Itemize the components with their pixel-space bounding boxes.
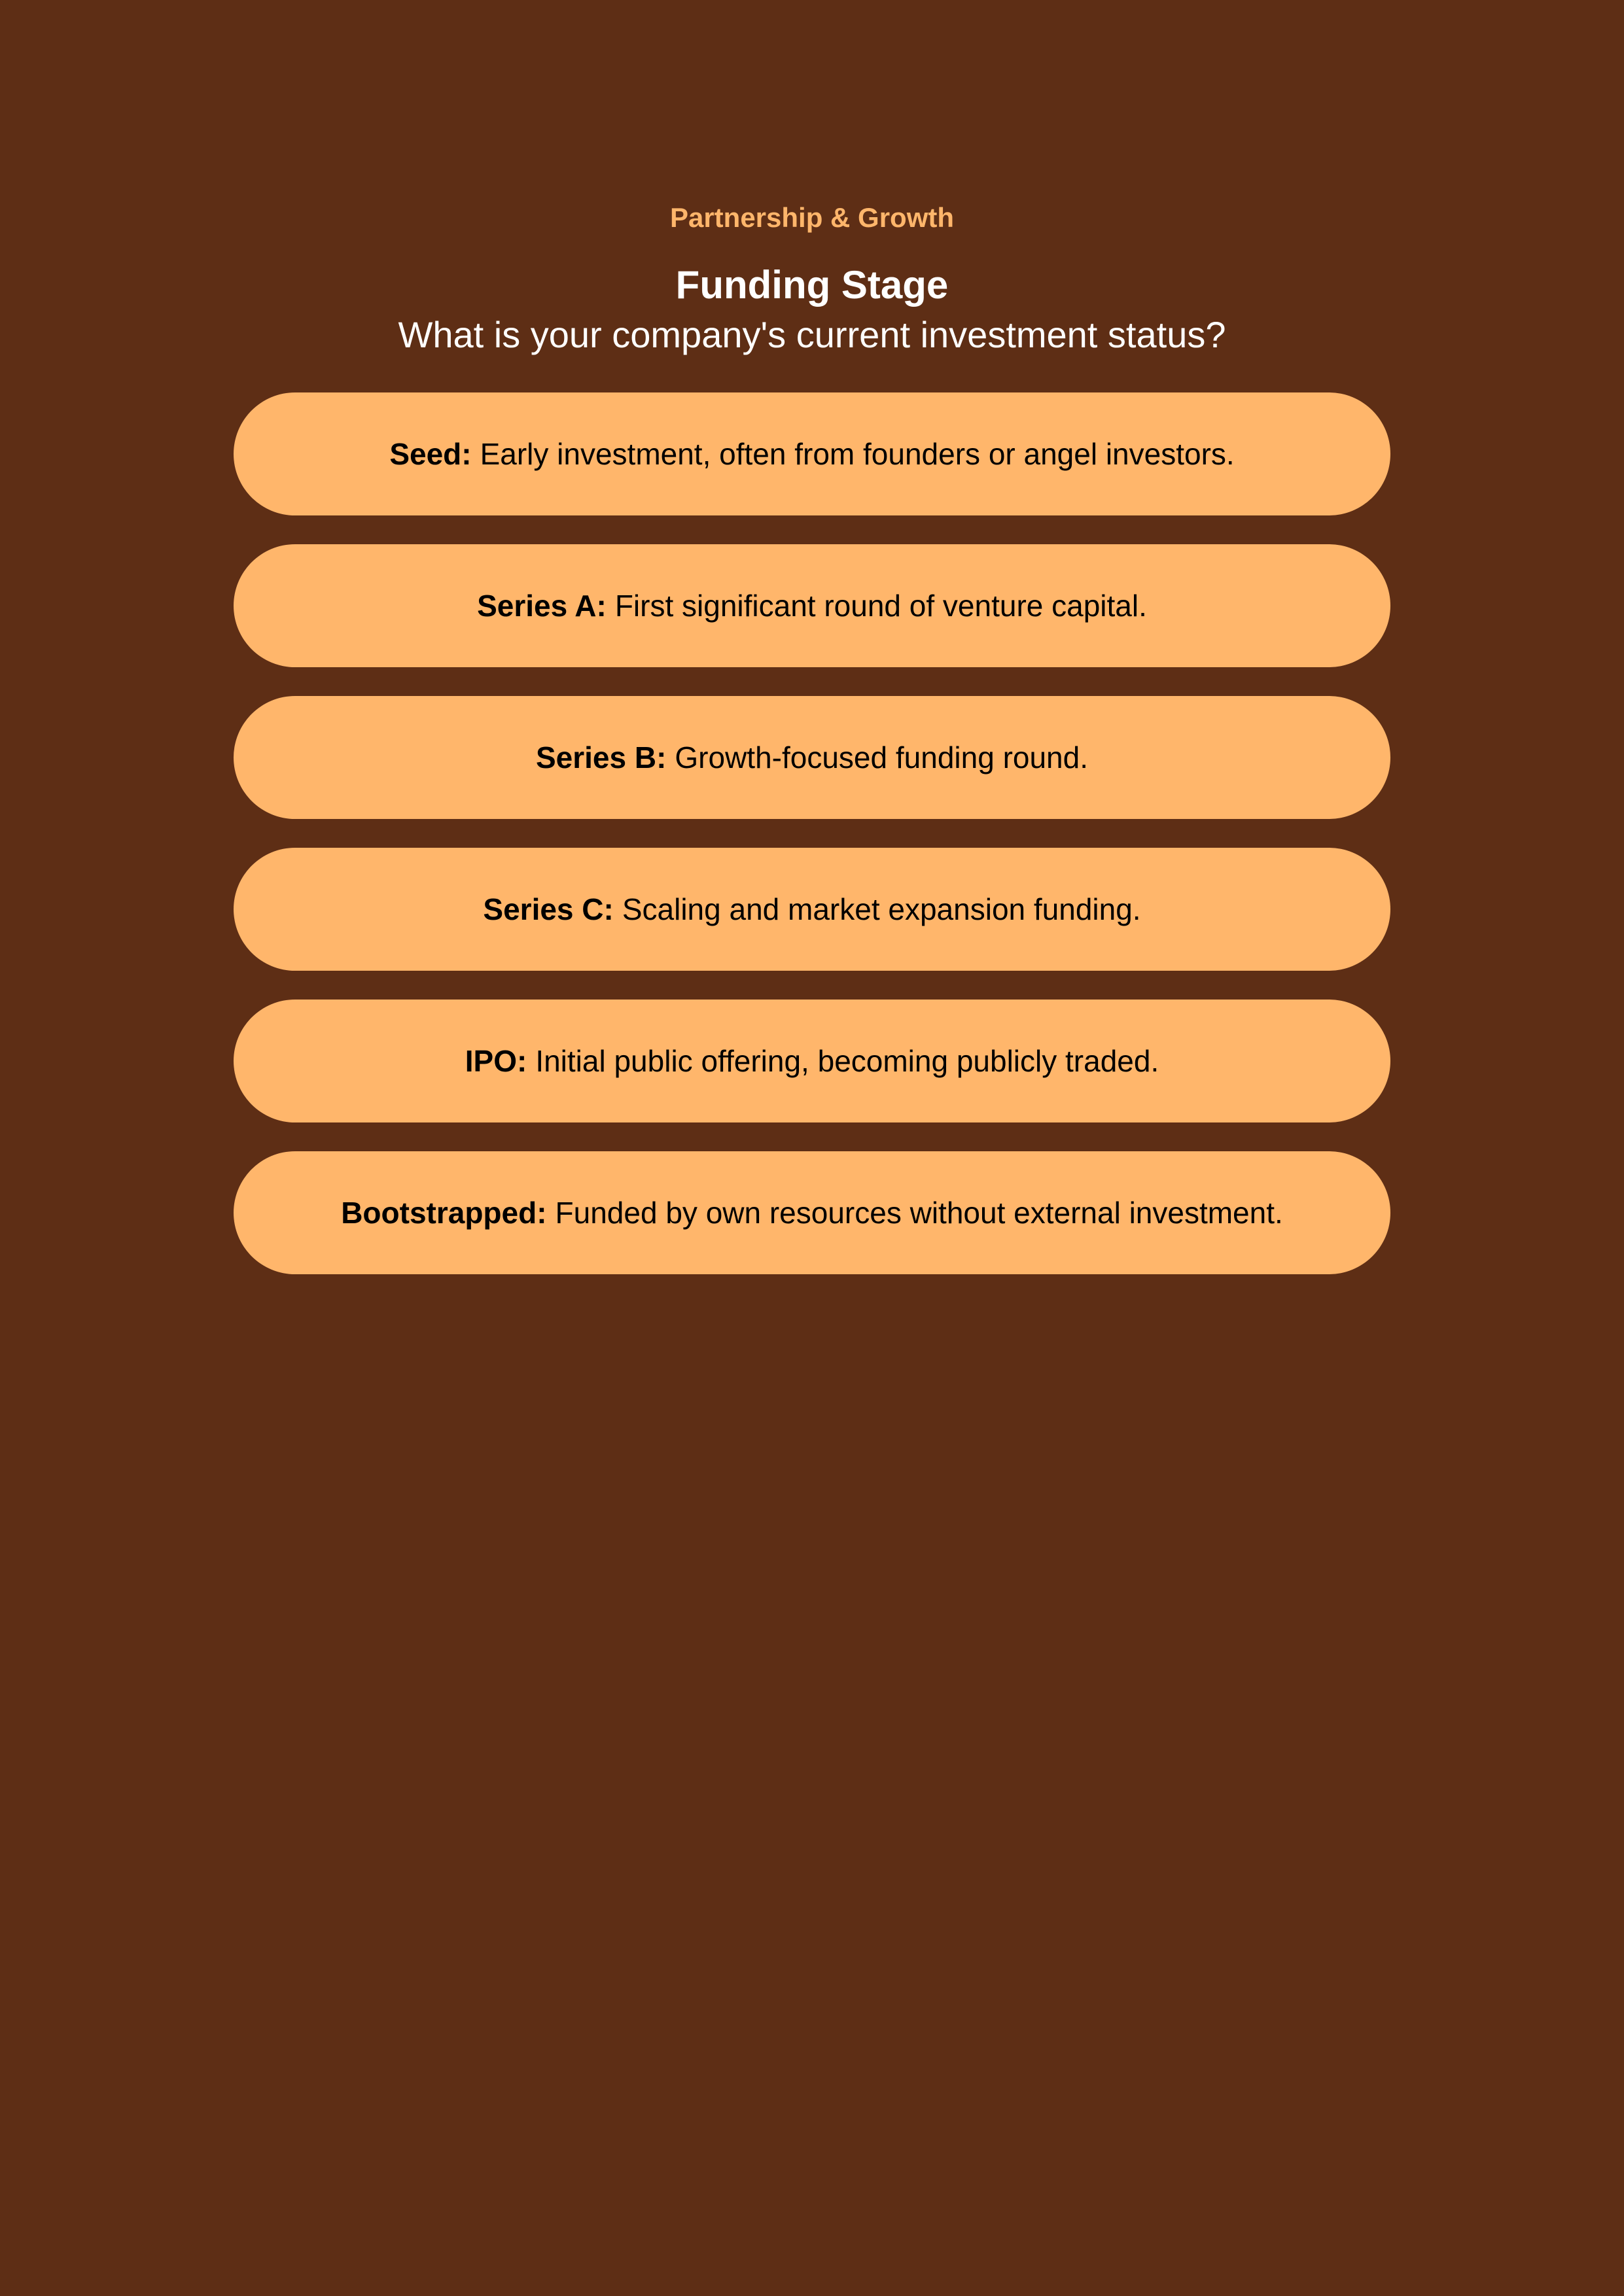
option-description: Growth-focused funding round. [675, 740, 1089, 774]
funding-stage-options [234, 392, 1390, 1303]
option-description: Scaling and market expansion funding. [622, 892, 1141, 926]
option-bootstrapped[interactable] [234, 1151, 1390, 1274]
option-name: Series A: [477, 589, 607, 623]
option-name: Series C: [483, 892, 614, 926]
section-label: Partnership & Growth [669, 202, 955, 233]
option-name: Series B: [535, 740, 667, 774]
option-description: First significant round of venture capital. [614, 589, 1147, 623]
option-ipo[interactable] [234, 1000, 1390, 1122]
option-name: Seed: [389, 437, 472, 471]
option-description: Early investment, often from founders or angel investors. [480, 437, 1235, 471]
option-name: Bootstrapped: [341, 1196, 547, 1230]
option-name: IPO: [465, 1044, 527, 1078]
option-series-b[interactable] [234, 696, 1390, 819]
option-description: Funded by own resources without external investment. [555, 1196, 1283, 1230]
option-series-a[interactable] [234, 544, 1390, 667]
option-description: Initial public offering, becoming publicly traded. [535, 1044, 1159, 1078]
page-question: What is your company's current investment status? [398, 314, 1226, 355]
option-series-c[interactable] [234, 848, 1390, 971]
page-title: Funding Stage [675, 263, 949, 307]
option-seed[interactable] [234, 392, 1390, 515]
